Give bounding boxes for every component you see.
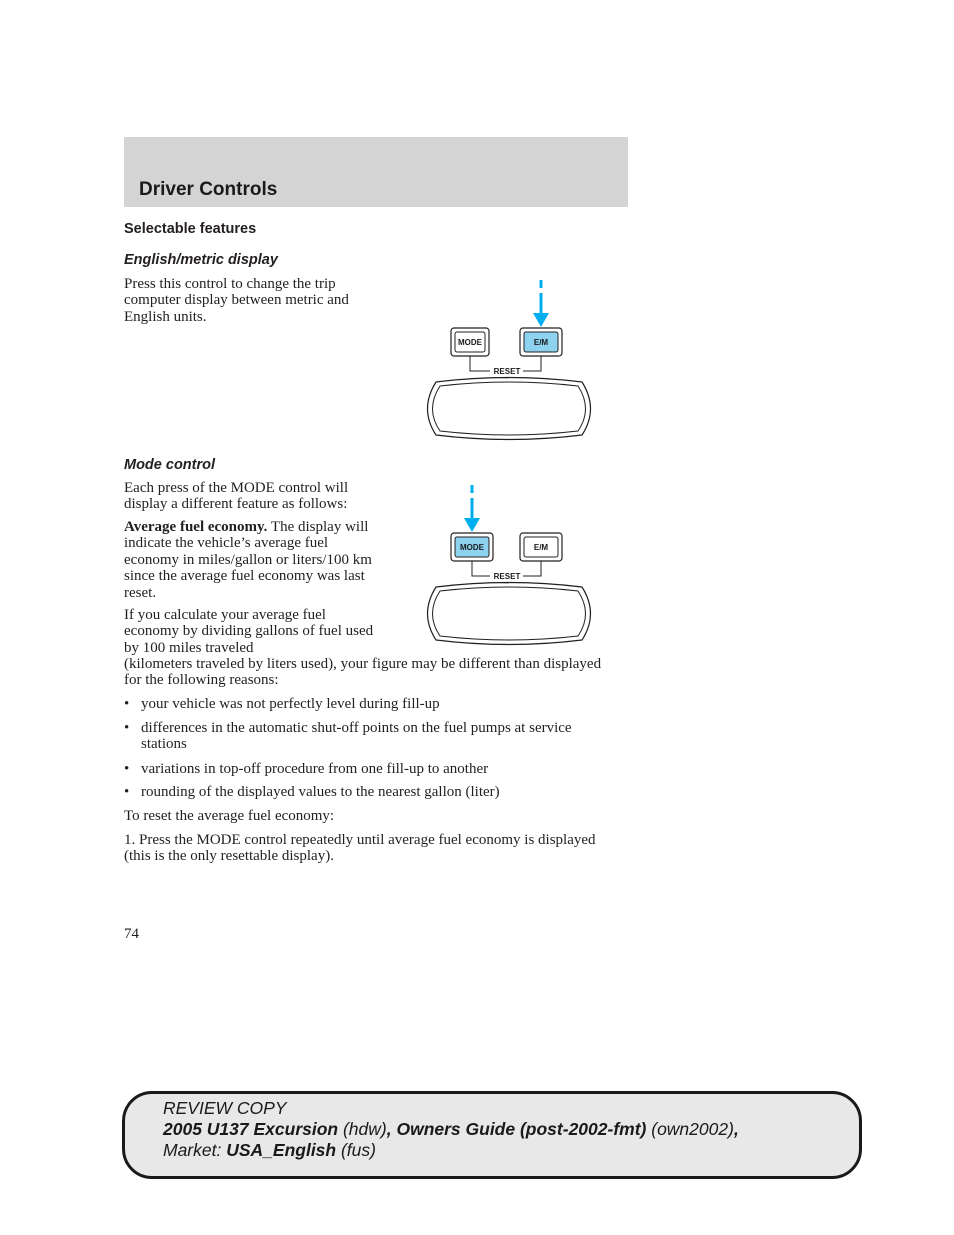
reset-bracket-left [470,356,490,371]
avg-fuel-economy-paragraph [124,519,379,601]
footer-market-line [163,1140,739,1161]
page-title: Driver Controls [139,179,278,200]
footer-separator: , [386,1119,397,1139]
display-screen [433,382,586,435]
section-header-band [124,137,628,207]
footer-fus: (fus) [336,1140,376,1160]
calc-paragraph-part2: (kilometers traveled by liters used), your figure may be different than displayed for the following reasons: [124,656,602,689]
em-button-label: E/M [533,338,549,347]
list-item [124,761,604,777]
footer-separator: , [733,1119,739,1139]
footer-market: USA_English [226,1140,337,1160]
avg-fuel-economy-term: Average fuel economy. [124,519,268,535]
footer-text [163,1098,739,1161]
reset-bracket-right [523,561,541,576]
reset-bracket-left [472,561,490,576]
bullet-icon: • [124,761,130,777]
mode-control-heading: Mode control [124,457,216,473]
em-control-figure [410,278,610,443]
mode-button-label: MODE [460,543,484,552]
footer-hdw: (hdw) [338,1119,387,1139]
footer-market-label: Market: [163,1140,227,1160]
arrow-down-icon [533,313,549,327]
list-item-text: rounding of the displayed values to the nearest gallon (liter) [141,784,500,800]
reset-label: RESET [493,572,521,581]
list-item [124,696,604,712]
arrow-down-icon [464,518,480,532]
review-copy-footer [122,1091,862,1179]
avg-fuel-economy-text: The display will indicate the vehicle’s average fuel economy in miles/gallon or liters/100 km since the average fuel economy was last reset. [124,519,372,601]
bullet-icon: • [124,696,130,712]
reset-step-1: 1. Press the MODE control repeatedly until average fuel economy is displayed (this is the only resettable display). [124,832,596,865]
footer-document-line [163,1119,739,1140]
reset-bracket-right [523,356,541,371]
reset-label: RESET [493,367,521,376]
calc-paragraph-part1: If you calculate your average fuel economy by dividing gallons of fuel used by 100 miles traveled [124,607,374,656]
list-item [124,720,604,753]
em-display-heading: English/metric display [124,252,278,268]
page-number: 74 [124,926,139,942]
footer-own: (own2002) [646,1119,734,1139]
section-title: Selectable features [124,221,257,237]
list-item [124,784,604,800]
em-display-text: Press this control to change the trip computer display between metric and English units. [124,276,349,325]
reset-intro: To reset the average fuel economy: [124,808,335,824]
display-screen [433,587,586,640]
list-item-text: variations in top-off procedure from one fill-up to another [141,761,489,777]
bullet-icon: • [124,784,130,800]
list-item-text: differences in the automatic shut-off points on the fuel pumps at service stations [141,720,572,753]
em-button-label: E/M [533,543,549,552]
mode-button-label: MODE [458,338,482,347]
footer-review-copy: REVIEW COPY [163,1098,287,1118]
mode-control-figure [410,483,610,648]
mode-control-intro: Each press of the MODE control will display a different feature as follows: [124,480,349,513]
list-item-text: your vehicle was not perfectly level during fill-up [141,696,440,712]
bullet-icon: • [124,720,130,736]
footer-model: 2005 U137 Excursion [163,1119,339,1139]
footer-guide: Owners Guide (post-2002-fmt) [396,1119,647,1139]
